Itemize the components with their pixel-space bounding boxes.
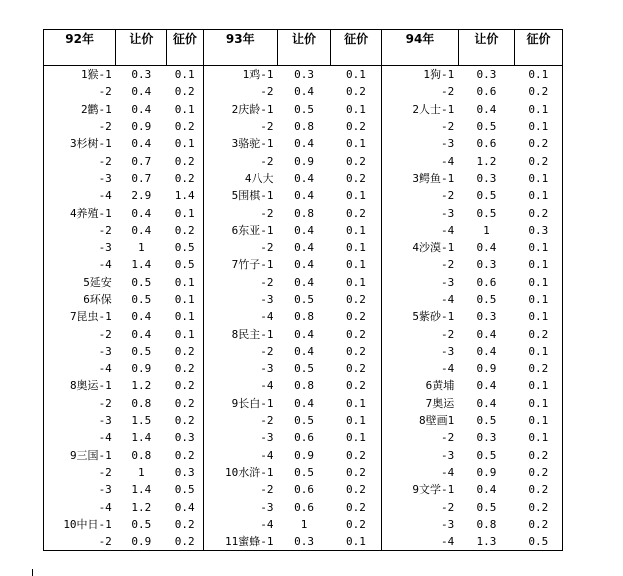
buy-price-cell: 0.2 xyxy=(167,170,203,187)
buy-price-cell: 0.1 xyxy=(331,429,382,446)
table-row xyxy=(44,516,563,533)
table-row xyxy=(44,308,563,325)
buy-price-cell: 0.3 xyxy=(528,223,549,237)
buy-price-cell: 0.2 xyxy=(331,118,382,135)
sale-price-cell: 1.2 xyxy=(131,500,152,514)
sale-price-cell: 0.3 xyxy=(294,535,314,549)
sale-price-cell: 0.4 xyxy=(131,327,152,341)
buy-price-cell: 0.1 xyxy=(331,256,382,273)
sale-price-cell: 0.4 xyxy=(294,223,314,237)
sale-price-cell: 0.8 xyxy=(294,120,314,134)
sale-price-cell: 0.9 xyxy=(476,465,497,479)
buy-price-cell: 0.2 xyxy=(331,343,382,360)
sale-price-cell: 2.9 xyxy=(131,189,152,203)
stamp-issue-cell: -2 xyxy=(98,85,112,99)
buy-price-cell: 0.1 xyxy=(528,171,549,185)
stamp-issue-cell: 8奥运-1 xyxy=(69,379,112,393)
buy-price-cell: 0.2 xyxy=(528,362,549,376)
buy-price-cell: 0.1 xyxy=(528,189,549,203)
stamp-issue-cell: 7昆虫-1 xyxy=(69,310,112,324)
stamp-issue-cell: -2 xyxy=(98,465,112,479)
buy-price-cell: 0.2 xyxy=(528,206,549,220)
sale-price-cell: 0.7 xyxy=(131,171,152,185)
sale-price-cell: 0.4 xyxy=(476,102,497,116)
buy-price-cell: 0.2 xyxy=(167,83,203,100)
buy-price-cell: 0.1 xyxy=(528,431,549,445)
buy-price-cell: 0.3 xyxy=(167,464,203,481)
sale-price-cell: 0.5 xyxy=(476,448,497,462)
sale-price-cell: 0.5 xyxy=(476,120,497,134)
buy-price-cell: 0.2 xyxy=(167,516,203,533)
stamp-issue-cell: 9长白-1 xyxy=(231,396,274,410)
buy-price-cell: 0.1 xyxy=(528,396,549,410)
header-92-sale-price: 让价 xyxy=(116,30,167,66)
header-93-buy-price: 征价 xyxy=(331,30,382,66)
sale-price-cell: 0.8 xyxy=(294,379,314,393)
stamp-issue-cell: -4 xyxy=(98,258,112,272)
stamp-issue-cell: -2 xyxy=(440,500,455,514)
stamp-issue-cell: 6环保 xyxy=(83,293,112,306)
stamp-issue-cell: 5围棋-1 xyxy=(231,189,274,203)
sale-price-cell: 0.3 xyxy=(476,310,497,324)
stamp-issue-cell: 4养殖-1 xyxy=(69,206,112,220)
stamp-issue-cell: 1猴-1 xyxy=(80,68,112,82)
buy-price-cell: 0.1 xyxy=(528,379,549,393)
table-row xyxy=(44,533,563,551)
sale-price-cell: 0.4 xyxy=(294,85,314,99)
buy-price-cell: 0.1 xyxy=(528,275,549,289)
buy-price-cell: 0.5 xyxy=(167,256,203,273)
buy-price-cell: 0.2 xyxy=(331,325,382,342)
sale-price-cell: 1.4 xyxy=(131,431,152,445)
stamp-issue-cell: -2 xyxy=(260,414,274,428)
sale-price-cell: 1.2 xyxy=(131,379,152,393)
stamp-issue-cell: 1鸡-1 xyxy=(242,68,274,82)
header-94-sale-price: 让价 xyxy=(458,30,514,66)
stamp-issue-cell: 9文学-1 xyxy=(412,483,455,497)
table-row xyxy=(44,204,563,221)
buy-price-cell: 0.1 xyxy=(331,239,382,256)
buy-price-cell: 0.1 xyxy=(167,291,203,308)
header-93-sale-price: 让价 xyxy=(277,30,330,66)
table-row xyxy=(44,481,563,498)
sale-price-cell: 0.3 xyxy=(476,431,497,445)
stamp-issue-cell: -2 xyxy=(440,431,455,445)
sale-price-cell: 0.9 xyxy=(131,120,152,134)
header-92-buy-price: 征价 xyxy=(167,30,203,66)
buy-price-cell: 0.2 xyxy=(331,360,382,377)
buy-price-cell: 0.1 xyxy=(331,222,382,239)
sale-price-cell: 0.5 xyxy=(476,414,497,428)
sale-price-cell: 0.4 xyxy=(131,206,152,220)
sale-price-cell: 0.4 xyxy=(294,189,314,203)
stamp-issue-cell: 3鳄鱼-1 xyxy=(412,171,455,185)
table-row xyxy=(44,222,563,239)
sale-price-cell: 0.5 xyxy=(294,414,314,428)
stamp-issue-cell: -2 xyxy=(440,327,455,341)
sale-price-cell: 1.2 xyxy=(476,154,497,168)
stamp-issue-cell: 2鹳-1 xyxy=(80,102,112,116)
header-93-year: 93年 xyxy=(203,30,277,66)
table-row xyxy=(44,498,563,515)
stamp-issue-cell: -4 xyxy=(440,154,455,168)
sale-price-cell: 0.4 xyxy=(476,483,497,497)
buy-price-cell: 0.1 xyxy=(167,308,203,325)
stamp-issue-cell: 1狗-1 xyxy=(423,68,455,82)
table-row xyxy=(44,447,563,464)
stamp-issue-cell: 10中日-1 xyxy=(63,517,112,531)
table-row xyxy=(44,135,563,152)
buy-price-cell: 0.2 xyxy=(331,291,382,308)
stamp-issue-cell: -4 xyxy=(440,293,455,306)
sale-price-cell: 0.4 xyxy=(294,171,314,185)
buy-price-cell: 0.2 xyxy=(331,204,382,221)
stamp-issue-cell: 8壁画1 xyxy=(418,414,455,428)
buy-price-cell: 0.1 xyxy=(167,66,203,84)
stamp-issue-cell: 6东亚-1 xyxy=(231,223,274,237)
table-row xyxy=(44,239,563,256)
table-row xyxy=(44,256,563,273)
sale-price-cell: 0.8 xyxy=(476,517,497,531)
sale-price-cell: 0.8 xyxy=(294,310,314,324)
buy-price-cell: 0.2 xyxy=(167,395,203,412)
stamp-issue-cell: -3 xyxy=(98,171,112,185)
stamp-issue-cell: 4沙漠-1 xyxy=(412,241,455,255)
header-92-year: 92年 xyxy=(44,30,116,66)
stamp-issue-cell: 6黄埔 xyxy=(425,379,455,393)
stamp-issue-cell: -2 xyxy=(98,396,112,410)
stamp-issue-cell: -3 xyxy=(98,241,112,255)
stamp-issue-cell: -3 xyxy=(260,500,274,514)
stamp-issue-cell: -2 xyxy=(440,189,455,203)
sale-price-cell: 0.4 xyxy=(294,344,314,358)
buy-price-cell: 0.2 xyxy=(167,118,203,135)
sale-price-cell: 0.5 xyxy=(476,189,497,203)
sale-price-cell: 0.9 xyxy=(294,448,314,462)
table-row xyxy=(44,66,563,84)
sale-price-cell: 0.7 xyxy=(131,154,152,168)
sale-price-cell: 1.3 xyxy=(476,535,497,549)
stamp-issue-cell: -4 xyxy=(98,362,112,376)
sale-price-cell: 0.3 xyxy=(476,68,497,82)
stamp-issue-cell: -4 xyxy=(98,500,112,514)
stamp-issue-cell: -3 xyxy=(260,362,274,376)
table-row xyxy=(44,118,563,135)
buy-price-cell: 0.3 xyxy=(167,429,203,446)
sale-price-cell: 0.8 xyxy=(131,396,152,410)
sale-price-cell: 0.4 xyxy=(476,327,497,341)
sale-price-cell: 0.9 xyxy=(294,154,314,168)
stamp-issue-cell: 2人士-1 xyxy=(412,102,455,116)
sale-price-cell: 0.6 xyxy=(294,500,314,514)
stamp-issue-cell: -2 xyxy=(260,154,274,168)
buy-price-cell: 0.1 xyxy=(331,66,382,84)
stamp-issue-cell: -3 xyxy=(260,293,274,306)
sale-price-cell: 0.4 xyxy=(476,344,497,358)
table-row xyxy=(44,170,563,187)
buy-price-cell: 0.2 xyxy=(528,154,549,168)
stamp-issue-cell: -2 xyxy=(260,275,274,289)
sale-price-cell: 0.4 xyxy=(131,102,152,116)
buy-price-cell: 0.1 xyxy=(167,204,203,221)
buy-price-cell: 0.1 xyxy=(331,135,382,152)
table-row xyxy=(44,377,563,394)
sale-price-cell: 1.4 xyxy=(131,483,152,497)
sale-price-cell: 0.6 xyxy=(294,483,314,497)
buy-price-cell: 0.1 xyxy=(167,274,203,291)
buy-price-cell: 0.2 xyxy=(331,308,382,325)
buy-price-cell: 0.2 xyxy=(167,533,203,551)
sale-price-cell: 1 xyxy=(138,241,145,255)
table-row xyxy=(44,291,563,308)
sale-price-cell: 0.5 xyxy=(294,362,314,376)
buy-price-cell: 0.2 xyxy=(528,85,549,99)
buy-price-cell: 0.5 xyxy=(167,481,203,498)
sale-price-cell: 0.4 xyxy=(294,258,314,272)
stamp-issue-cell: -2 xyxy=(260,85,274,99)
stamp-issue-cell: -4 xyxy=(440,535,455,549)
stamp-issue-cell: 2庆龄-1 xyxy=(231,102,274,116)
buy-price-cell: 0.2 xyxy=(528,327,549,341)
sale-price-cell: 0.3 xyxy=(131,68,152,82)
buy-price-cell: 0.2 xyxy=(528,517,549,531)
sale-price-cell: 0.4 xyxy=(131,310,152,324)
buy-price-cell: 0.2 xyxy=(528,448,549,462)
buy-price-cell: 0.1 xyxy=(331,395,382,412)
buy-price-cell: 0.1 xyxy=(331,412,382,429)
buy-price-cell: 0.2 xyxy=(167,377,203,394)
stamp-issue-cell: -3 xyxy=(98,483,112,497)
stamp-issue-cell: -3 xyxy=(440,344,455,358)
stamp-price-table xyxy=(43,29,563,551)
stamp-issue-cell: 11蜜蜂-1 xyxy=(224,535,274,549)
table-row xyxy=(44,83,563,100)
sale-price-cell: 0.4 xyxy=(294,241,314,255)
sale-price-cell: 0.4 xyxy=(294,137,314,151)
buy-price-cell: 0.1 xyxy=(167,135,203,152)
sale-price-cell: 0.8 xyxy=(131,448,152,462)
sale-price-cell: 0.5 xyxy=(294,465,314,479)
stamp-issue-cell: 4八大 xyxy=(244,171,274,185)
stamp-issue-cell: 10水浒-1 xyxy=(224,465,274,479)
stamp-issue-cell: -2 xyxy=(440,85,455,99)
buy-price-cell: 0.1 xyxy=(167,325,203,342)
table-row xyxy=(44,429,563,446)
sale-price-cell: 0.6 xyxy=(476,137,497,151)
stamp-issue-cell: 3骆驼-1 xyxy=(231,137,274,151)
stamp-issue-cell: -4 xyxy=(260,379,274,393)
buy-price-cell: 0.2 xyxy=(528,483,549,497)
sale-price-cell: 0.4 xyxy=(131,223,152,237)
sale-price-cell: 0.5 xyxy=(476,206,497,220)
sale-price-cell: 1 xyxy=(138,465,145,479)
table-row xyxy=(44,464,563,481)
table-row xyxy=(44,152,563,169)
stamp-issue-cell: -2 xyxy=(98,535,112,549)
stamp-issue-cell: -3 xyxy=(440,517,455,531)
stamp-issue-cell: -2 xyxy=(260,483,274,497)
buy-price-cell: 0.1 xyxy=(528,102,549,116)
sale-price-cell: 0.4 xyxy=(294,275,314,289)
stamp-issue-cell: 7竹子-1 xyxy=(231,258,274,272)
sale-price-cell: 0.5 xyxy=(131,293,152,306)
sale-price-cell: 1.5 xyxy=(131,414,152,428)
stamp-issue-cell: -2 xyxy=(98,154,112,168)
buy-price-cell: 0.1 xyxy=(528,68,549,82)
table-row xyxy=(44,343,563,360)
stamp-issue-cell: -4 xyxy=(98,431,112,445)
buy-price-cell: 0.2 xyxy=(331,83,382,100)
stamp-issue-cell: -3 xyxy=(260,431,274,445)
stamp-issue-cell: -3 xyxy=(98,414,112,428)
stamp-issue-cell: -4 xyxy=(98,189,112,203)
stamp-issue-cell: -3 xyxy=(440,275,455,289)
buy-price-cell: 0.1 xyxy=(331,274,382,291)
stamp-issue-cell: -2 xyxy=(440,120,455,134)
table-row xyxy=(44,412,563,429)
sale-price-cell: 0.4 xyxy=(294,327,314,341)
stamp-issue-cell: -3 xyxy=(440,448,455,462)
sale-price-cell: 1 xyxy=(300,517,308,531)
stamp-issue-cell: -2 xyxy=(260,241,274,255)
sale-price-cell: 0.5 xyxy=(476,500,497,514)
buy-price-cell: 0.2 xyxy=(331,170,382,187)
header-94-year: 94年 xyxy=(382,30,459,66)
buy-price-cell: 0.1 xyxy=(528,310,549,324)
stamp-issue-cell: 8民主-1 xyxy=(231,327,274,341)
sale-price-cell: 0.5 xyxy=(476,293,497,306)
sale-price-cell: 0.9 xyxy=(476,362,497,376)
table-body xyxy=(44,66,563,551)
stamp-issue-cell: -2 xyxy=(260,120,274,134)
sale-price-cell: 0.3 xyxy=(294,68,314,82)
stamp-issue-cell: -2 xyxy=(440,258,455,272)
stamp-issue-cell: -4 xyxy=(440,362,455,376)
buy-price-cell: 0.2 xyxy=(331,481,382,498)
table-row xyxy=(44,325,563,342)
sale-price-cell: 0.4 xyxy=(294,396,314,410)
buy-price-cell: 0.1 xyxy=(528,344,549,358)
buy-price-cell: 0.2 xyxy=(167,343,203,360)
sale-price-cell: 0.4 xyxy=(476,396,497,410)
stamp-issue-cell: -2 xyxy=(260,206,274,220)
buy-price-cell: 0.1 xyxy=(528,258,549,272)
stamp-issue-cell: -3 xyxy=(98,344,112,358)
buy-price-cell: 0.2 xyxy=(331,516,382,533)
header-row xyxy=(44,30,563,66)
buy-price-cell: 0.2 xyxy=(167,412,203,429)
buy-price-cell: 0.5 xyxy=(528,535,549,549)
buy-price-cell: 0.1 xyxy=(331,101,382,118)
sale-price-cell: 0.4 xyxy=(131,137,152,151)
table-row xyxy=(44,187,563,204)
stamp-issue-cell: -4 xyxy=(260,517,274,531)
buy-price-cell: 0.2 xyxy=(167,447,203,464)
table-row xyxy=(44,360,563,377)
stamp-issue-cell: -4 xyxy=(440,465,455,479)
buy-price-cell: 0.2 xyxy=(167,222,203,239)
buy-price-cell: 0.1 xyxy=(528,241,549,255)
table-row xyxy=(44,101,563,118)
stamp-issue-cell: -3 xyxy=(440,206,455,220)
buy-price-cell: 0.1 xyxy=(331,533,382,551)
stamp-issue-cell: -2 xyxy=(98,120,112,134)
buy-price-cell: 0.4 xyxy=(167,498,203,515)
stamp-issue-cell: -4 xyxy=(440,223,455,237)
buy-price-cell: 0.2 xyxy=(167,152,203,169)
buy-price-cell: 0.2 xyxy=(528,500,549,514)
sale-price-cell: 0.4 xyxy=(131,85,152,99)
stamp-issue-cell: 5紫砂-1 xyxy=(412,310,455,324)
stamp-issue-cell: 9三国-1 xyxy=(69,448,112,462)
stamp-issue-cell: 3杉树-1 xyxy=(69,137,112,151)
buy-price-cell: 0.2 xyxy=(167,360,203,377)
stamp-issue-cell: -2 xyxy=(98,223,112,237)
buy-price-cell: 0.1 xyxy=(331,187,382,204)
buy-price-cell: 0.2 xyxy=(528,137,549,151)
buy-price-cell: 0.1 xyxy=(528,414,549,428)
sale-price-cell: 0.4 xyxy=(476,379,497,393)
sale-price-cell: 0.5 xyxy=(294,102,314,116)
stamp-issue-cell: 5延安 xyxy=(83,275,112,289)
buy-price-cell: 0.2 xyxy=(528,465,549,479)
buy-price-cell: 1.4 xyxy=(167,187,203,204)
buy-price-cell: 0.1 xyxy=(528,293,549,306)
stamp-issue-cell: -4 xyxy=(260,310,274,324)
sale-price-cell: 0.5 xyxy=(294,293,314,306)
sale-price-cell: 0.5 xyxy=(131,275,152,289)
stamp-issue-cell: -3 xyxy=(440,137,455,151)
sale-price-cell: 0.8 xyxy=(294,206,314,220)
stamp-issue-cell: -2 xyxy=(98,327,112,341)
table-row xyxy=(44,395,563,412)
text-cursor xyxy=(32,569,33,576)
buy-price-cell: 0.2 xyxy=(331,447,382,464)
buy-price-cell: 0.2 xyxy=(331,464,382,481)
sale-price-cell: 0.6 xyxy=(294,431,314,445)
buy-price-cell: 0.1 xyxy=(167,101,203,118)
sale-price-cell: 1 xyxy=(483,223,490,237)
sale-price-cell: 0.9 xyxy=(131,535,152,549)
sale-price-cell: 0.6 xyxy=(476,85,497,99)
stamp-issue-cell: -4 xyxy=(260,448,274,462)
sale-price-cell: 0.3 xyxy=(476,258,497,272)
buy-price-cell: 0.2 xyxy=(331,498,382,515)
stamp-issue-cell: 7奥运 xyxy=(425,396,455,410)
sale-price-cell: 0.9 xyxy=(131,362,152,376)
sale-price-cell: 0.3 xyxy=(476,171,497,185)
stamp-issue-cell: -2 xyxy=(260,344,274,358)
sale-price-cell: 0.5 xyxy=(131,344,152,358)
sale-price-cell: 0.5 xyxy=(131,517,152,531)
sale-price-cell: 1.4 xyxy=(131,258,152,272)
table-row xyxy=(44,274,563,291)
sale-price-cell: 0.6 xyxy=(476,275,497,289)
buy-price-cell: 0.1 xyxy=(528,120,549,134)
buy-price-cell: 0.2 xyxy=(331,377,382,394)
buy-price-cell: 0.2 xyxy=(331,152,382,169)
header-94-buy-price: 征价 xyxy=(515,30,563,66)
buy-price-cell: 0.5 xyxy=(167,239,203,256)
sale-price-cell: 0.4 xyxy=(476,241,497,255)
